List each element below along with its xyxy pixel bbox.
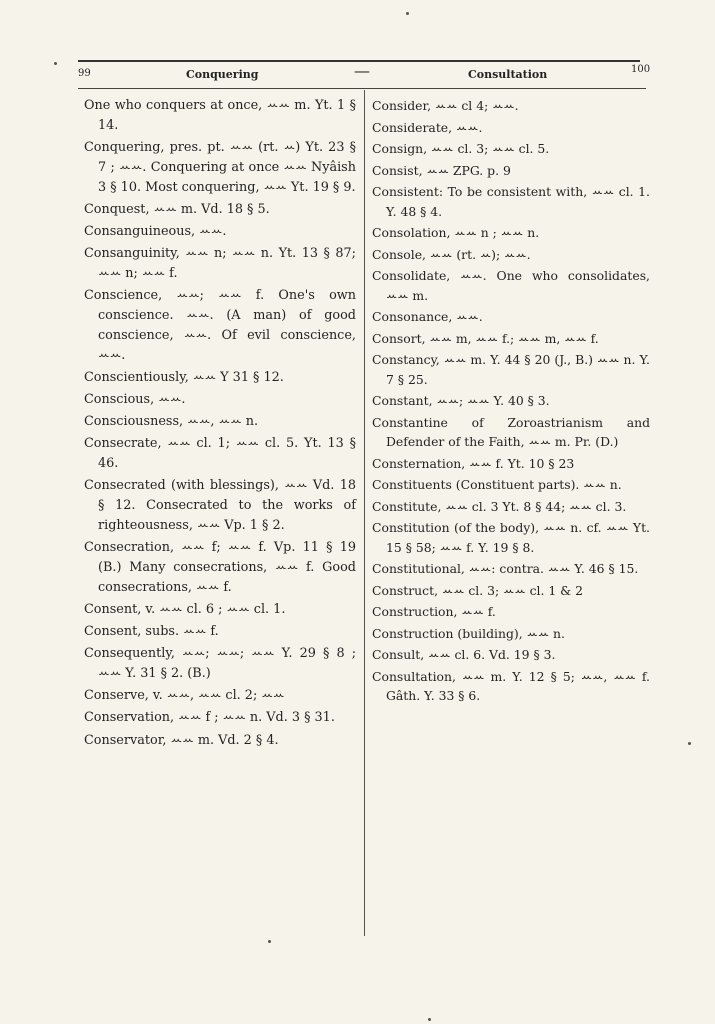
right-running-head: Consultation: [468, 68, 548, 81]
header-separator: —: [354, 61, 370, 80]
entry: Conscientiously, ꕀꕀ Y 31 § 12.: [84, 369, 284, 385]
entry: Consecration, ꕀꕀ f; ꕀꕀ f. Vp. 11 § 19 (B.) Many consecrations, ꕀꕀ f. Good consecrations, ꕀꕀ f.: [84, 540, 356, 595]
left-page-number: 99: [78, 68, 91, 79]
entry: Consecrate, ꕀꕀ cl. 1; ꕀꕀ cl. 5. Yt. 13 § 46.: [84, 436, 356, 472]
entry: Constant, ꕀꕀ; ꕀꕀ Y. 40 § 3.: [372, 393, 550, 409]
right-column: [372, 96, 650, 708]
entry: Consternation, ꕀꕀ f. Yt. 10 § 23: [372, 455, 575, 471]
entry: Constitute, ꕀꕀ cl. 3 Yt. 8 § 44; ꕀꕀ cl. 3.: [372, 498, 627, 514]
entry: Consult, ꕀꕀ cl. 6. Vd. 19 § 3.: [372, 647, 556, 663]
scan-speck: [54, 62, 57, 65]
header-rule: [78, 88, 646, 89]
entry: Construction, ꕀꕀ f.: [372, 604, 496, 620]
entry: Consist, ꕀꕀ ZPG. p. 9: [372, 162, 511, 178]
entry: Consign, ꕀꕀ cl. 3; ꕀꕀ cl. 5.: [372, 141, 550, 157]
entry: Conservation, ꕀꕀ f ; ꕀꕀ n. Vd. 3 § 31.: [84, 710, 335, 726]
entry: Consort, ꕀꕀ m, ꕀꕀ f.; ꕀꕀ m, ꕀꕀ f.: [372, 330, 599, 346]
entry: One who conquers at once, ꕀꕀ m. Yt. 1 § 14.: [84, 98, 356, 133]
entry: Conscience, ꕀꕀ; ꕀꕀ f. One's own conscience. ꕀꕀ. (A man) of good conscience, ꕀꕀ. Of evil conscience, ꕀꕀ.: [84, 288, 356, 363]
entry: Consciousness, ꕀꕀ, ꕀꕀ n.: [84, 414, 259, 430]
entry: Consonance, ꕀꕀ.: [372, 309, 483, 325]
entry: Conserve, v. ꕀꕀ, ꕀꕀ cl. 2; ꕀꕀ: [84, 688, 285, 704]
entry: Consider, ꕀꕀ cl 4; ꕀꕀ.: [372, 98, 519, 113]
entry: Consanguinity, ꕀꕀ n; ꕀꕀ n. Yt. 13 § 87; ꕀꕀ n; ꕀꕀ f.: [84, 246, 356, 281]
entry: Construct, ꕀꕀ cl. 3; ꕀꕀ cl. 1 & 2: [372, 582, 584, 598]
left-column: [84, 96, 356, 753]
entry: Consecrated (with blessings), ꕀꕀ Vd. 18 § 12. Consecrated to the works of righteousness, ꕀꕀ Vp. 1 § 2.: [84, 478, 356, 533]
entry: Constitution (of the body), ꕀꕀ n. cf. ꕀꕀ Yt. 15 § 58; ꕀꕀ f. Y. 19 § 8.: [372, 520, 650, 555]
left-running-head: Conquering: [186, 68, 259, 81]
entry: Consolation, ꕀꕀ n ; ꕀꕀ n.: [372, 225, 540, 241]
entry: Considerate, ꕀꕀ.: [372, 119, 483, 135]
entry: Console, ꕀꕀ (rt. ꕀ); ꕀꕀ.: [372, 246, 531, 262]
scan-speck: [406, 12, 409, 15]
entry: Constancy, ꕀꕀ m. Y. 44 § 20 (J., B.) ꕀꕀ n. Y. 7 § 25.: [372, 352, 650, 387]
entry: Conscious, ꕀꕀ.: [84, 391, 186, 407]
entry: Conservator, ꕀꕀ m. Vd. 2 § 4.: [84, 732, 279, 748]
entry: Consistent: To be consistent with, ꕀꕀ cl. 1. Y. 48 § 4.: [372, 184, 650, 219]
column-divider: [364, 90, 365, 936]
entry: Constantine of Zoroastrianism and Defender of the Faith, ꕀꕀ m. Pr. (D.): [372, 414, 650, 449]
entry: Constituents (Constituent parts). ꕀꕀ n.: [372, 477, 622, 493]
entry: Conquest, ꕀꕀ m. Vd. 18 § 5.: [84, 201, 270, 217]
entry: Consanguineous, ꕀꕀ.: [84, 223, 227, 239]
scan-speck: [268, 940, 271, 943]
entry: Consequently, ꕀꕀ; ꕀꕀ; ꕀꕀ Y. 29 § 8 ; ꕀꕀ Y. 31 § 2. (B.): [84, 646, 356, 681]
entry: Consent, v. ꕀꕀ cl. 6 ; ꕀꕀ cl. 1.: [84, 601, 286, 617]
entry: Consolidate, ꕀꕀ. One who consolidates, ꕀꕀ m.: [372, 268, 650, 303]
entry: Consent, subs. ꕀꕀ f.: [84, 624, 219, 639]
entry: Consultation, ꕀꕀ m. Y. 12 § 5; ꕀꕀ, ꕀꕀ f. Gâth. Y. 33 § 6.: [372, 669, 650, 704]
entry: Constitutional, ꕀꕀ: contra. ꕀꕀ Y. 46 § 15.: [372, 561, 639, 577]
entry: Conquering, pres. pt. ꕀꕀ (rt. ꕀ) Yt. 23 § 7 ; ꕀꕀ. Conquering at once ꕀꕀ Nyâish 3 § 10. Most conquering, ꕀꕀ Yt. 19 § 9.: [84, 139, 356, 195]
scan-speck: [428, 1018, 431, 1021]
right-page-number: 100: [631, 64, 651, 75]
page-header: [78, 61, 651, 86]
scan-speck: [688, 742, 691, 745]
entry: Construction (building), ꕀꕀ n.: [372, 625, 565, 641]
